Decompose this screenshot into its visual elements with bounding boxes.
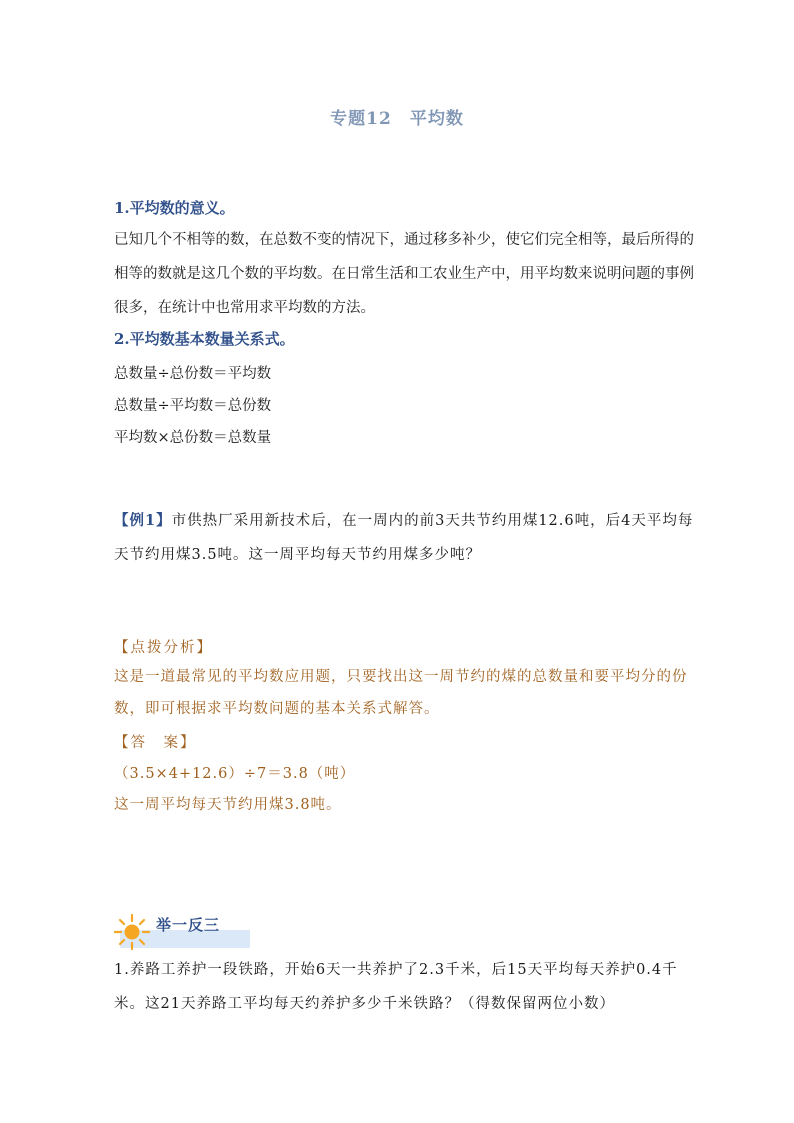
- example-problem: [114, 504, 708, 572]
- section-heading-meaning: 1.平均数的意义。: [114, 199, 235, 217]
- section-heading-relations: 2.平均数基本数量关系式。: [114, 330, 295, 348]
- page-title: 专题12 平均数: [330, 109, 464, 129]
- badge-label: 举一反三: [156, 916, 221, 934]
- answer-conclusion: 这一周平均每天节约用煤3.8吨。: [114, 797, 342, 813]
- meaning-paragraph: 已知几个不相等的数，在总数不变的情况下，通过移多补少，使它们完全相等，最后所得的相等的数就是这几个数的平均数。在日常生活和工农业生产中，用平均数来说明问题的事例很多，在统计中也常用求平均数的方法。: [114, 232, 694, 316]
- sun-icon: [112, 912, 152, 952]
- formula-line: 总数量÷总份数＝平均数: [114, 366, 272, 382]
- analysis-tag: 【点拨分析】: [114, 640, 213, 656]
- example-tag: 【例1】: [114, 512, 172, 529]
- example-text: 市供热厂采用新技术后，在一周内的前3天共节约用煤12.6吨，后4天平均每天节约用煤3.5吨。这一周平均每天节约用煤多少吨？: [114, 513, 694, 563]
- analysis-text: 这是一道最常见的平均数应用题，只要找出这一周节约的煤的总数量和要平均分的份数，即可根据求平均数问题的基本关系式解答。: [114, 669, 688, 717]
- exercise-item: 1.养路工养护一段铁路，开始6天一共养护了2.3千米，后15天平均每天养护0.4千米。这21天养路工平均每天约养护多少千米铁路？（得数保留两位小数）: [114, 962, 678, 1012]
- formula-line: 平均数×总份数＝总数量: [114, 430, 272, 446]
- formula-line: 总数量÷平均数＝总份数: [114, 398, 272, 414]
- answer-formula: （3.5×4+12.6）÷7＝3.8（吨）: [114, 766, 356, 782]
- practice-badge: [112, 908, 250, 950]
- answer-tag: 【答 案】: [114, 735, 197, 751]
